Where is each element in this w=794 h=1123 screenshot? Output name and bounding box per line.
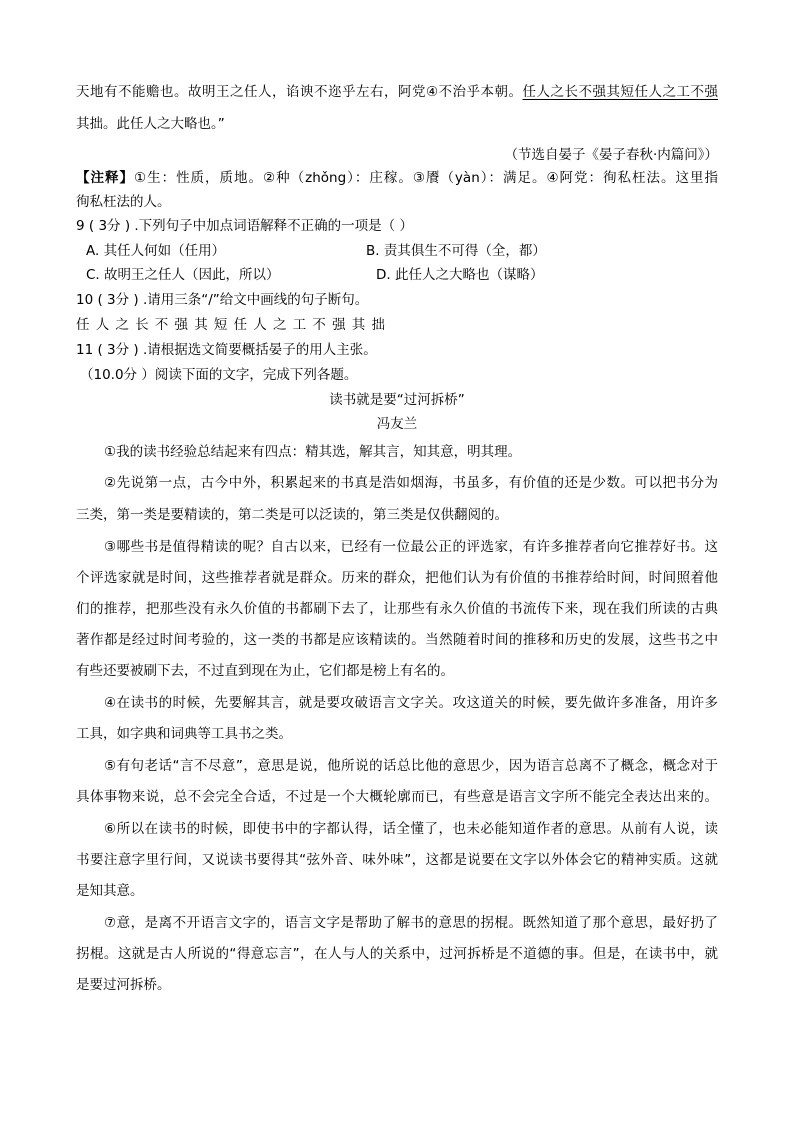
paragraph-4-line-2: 工具，如字典和词典等工具书之类。 [76,726,292,742]
paragraph-2-line-1: ②先说第一点，古今中外，积累起来的书真是浩如烟海，书虽多，有价值的还是少数。可以把书分为 [104,475,718,491]
paragraph-5-line-1: ⑤有句老话“言不尽意”，意思是说，他所说的话总比他的意思少，因为语言总离不了概念，概念对于 [104,758,718,774]
passage-line-1 [76,82,718,102]
article-author: 冯友兰 [376,416,418,432]
paragraph-7-line-3: 是要过河拆桥。 [76,977,171,993]
paragraph-7-line-1: ⑦意，是离不开语言文字的，语言文字是帮助了解书的意思的拐棍。既然知道了那个意思，最好扔了 [104,915,718,931]
notes-line-1 [76,168,718,188]
underlined-sentence: 任人之长不强其短任人之工不强 [522,84,718,100]
article-title: 读书就是要“过河拆桥” [329,392,465,408]
q9-option-d: D. 此任人之大略也（谋略） [376,267,544,283]
q9-option-c: C. 故明王之任人（因此，所以） [86,267,280,283]
paragraph-3-line-1: ③哪些书是值得精读的呢？自古以来，已经有一位最公正的评选家，有许多推荐者向它推荐好书。这 [104,539,718,555]
paragraph-3-line-5: 有些还要被刷下去，不过直到现在为止，它们都是榜上有名的。 [76,663,454,679]
paragraph-6-line-1: ⑥所以在读书的时候，即使书中的字都认得，话全懂了，也未必能知道作者的意思。从前有人说，读 [104,821,718,837]
paragraph-3-line-4: 著作都是经过时间考验的，这一类的书都是应该精读的。当然随着时间的推移和历史的发展，这些书之中 [76,632,718,648]
paragraph-3-line-3: 们的推荐，把那些没有永久价值的书都刷下去了，让那些有永久价值的书流传下来，现在我们所读的古典 [76,601,718,617]
passage-source: （节选自晏子《晏子春秋·内篇问》） [504,147,718,163]
section-intro: （10.0分 ）阅读下面的文字，完成下列各题。 [80,367,358,383]
paragraph-6-line-2: 书要注意字里行间，又说读书要得其“弦外音、味外味”，这都是说要在文字以外体会它的精神实质。这就 [76,852,718,868]
paragraph-3-line-2: 个评选家就是时间，这些推荐者就是群众。历来的群众，把他们认为有价值的书推荐给时间，时间照着他 [76,570,718,586]
question-10-sentence: 任人之长不强其短任人之工不强其拙 [76,317,392,333]
question-11-stem: 11 ( 3分 ) .请根据选文简要概括晏子的用人主张。 [76,342,377,358]
paragraph-6-line-3: 是知其意。 [76,883,144,899]
notes-line-2: 徇私枉法的人。 [76,194,171,210]
paragraph-5-line-2: 具体事物来说，总不会完全合适，不过是一个大概轮廓而已，有些意是语言文字所不能完全表达出来的。 [76,789,718,805]
paragraph-7-line-2: 拐棍。这就是古人所说的“得意忘言”，在人与人的关系中，过河拆桥是不道德的事。但是，在读书中，就 [76,946,718,962]
paragraph-2-line-2: 三类，第一类是要精读的，第二类是可以泛读的，第三类是仅供翻阅的。 [76,507,508,523]
notes-label: 【注释】 [76,170,134,186]
question-10-stem: 10 ( 3分 ) .请用三条“/”给文中画线的句子断句。 [76,292,369,308]
question-9-stem: 9 ( 3分 ) .下列句子中加点词语解释不正确的一项是（ ） [76,218,413,234]
paragraph-4-line-1: ④在读书的时候，先要解其言，就是要攻破语言文字关。攻这道关的时候，要先做许多准备，用许多 [104,695,718,711]
paragraph-1: ①我的读书经验总结起来有四点：精其选，解其言，知其意，明其理。 [104,444,522,460]
notes-text: ①生：性质，质地。②种（zhǒng）：庄稼。③餍（yàn）：满足。④阿党：徇私枉法。这里指 [133,170,718,186]
passage-line-2: 其拙。此任人之大略也。” [76,116,225,132]
q9-option-b: B. 责其俱生不可得（全，都） [366,243,546,259]
passage-text: 天地有不能赡也。故明王之任人，谄谀不迩乎左右，阿党④不治乎本朝。 [76,84,523,100]
q9-option-a: A. 其任人何如（任用） [86,243,226,259]
